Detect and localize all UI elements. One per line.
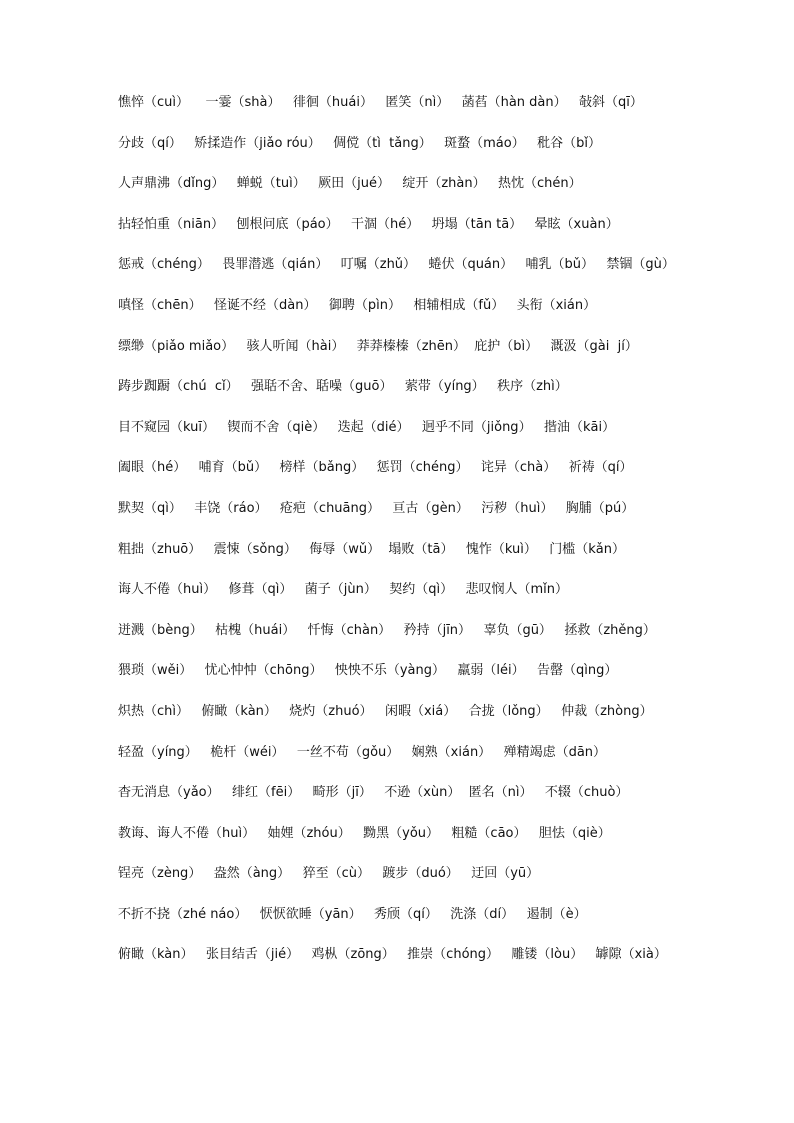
- vocab-line-11: 默契（qì） 丰饶（ráo） 疮疤（chuāng） 亘古（gèn） 污秽（huì） 胸脯（pú）: [118, 500, 635, 516]
- vocab-line-17: 轻盈（yíng） 桅杆（wéi） 一丝不苟（gǒu） 娴熟（xián） 殚精竭虑（dān）: [118, 744, 607, 760]
- vocab-line-6: 嗔怪（chēn） 怪诞不经（dàn） 御聘（pìn） 相辅相成（fǔ） 头衔（xián）: [118, 297, 597, 313]
- vocab-line-14: 迸溅（bèng） 枯槐（huái） 忏悔（chàn） 矜持（jīn） 辜负（gū） 拯救（zhěng）: [118, 622, 656, 638]
- vocab-line-22: 俯瞰（kàn） 张目结舌（jié） 鸡枞（zōng） 推崇（chóng） 雕镂（lòu） 罅隙（xià）: [118, 947, 667, 963]
- vocab-line-2: 分歧（qí） 矫揉造作（jiǎo róu） 倜傥（tì tǎng） 斑蝥（máo） 秕谷（bǐ）: [118, 135, 601, 151]
- vocab-line-19: 教诲、诲人不倦（huì） 妯娌（zhóu） 黝黑（yǒu） 粗糙（cāo） 胆怯（qiè）: [118, 825, 611, 841]
- vocab-line-4: 拈轻怕重（niān） 刨根问底（páo） 干涸（hé） 坍塌（tān tā） 晕眩（xuàn）: [118, 216, 619, 232]
- vocab-line-1: 憔悴（cuì） 一霎（shà） 徘徊（huái） 匿笑（nì） 菡萏（hàn dàn） 敧斜（qī）: [118, 95, 643, 110]
- vocab-line-7: 缥缈（piǎo miǎo） 骇人听闻（hài） 莽莽榛榛（zhēn） 庇护（bì） 溉汲（gài jí）: [118, 338, 638, 354]
- vocab-line-21: 不折不挠（zhé náo） 恹恹欲睡（yān） 秀颀（qí） 洗涤（dí） 遏制（è）: [118, 906, 587, 922]
- vocab-line-18: 杳无消息（yǎo） 绯红（fēi） 畸形（jī） 不逊（xùn） 匿名（nì） 不辍（chuò）: [118, 785, 629, 801]
- vocab-line-20: 锃亮（zèng） 盎然（àng） 猝至（cù） 踱步（duó） 迂回（yū）: [118, 866, 540, 882]
- vocabulary-list: [118, 93, 683, 986]
- vocab-line-3: 人声鼎沸（dǐng） 蝉蜕（tuì） 厥田（jué） 绽开（zhàn） 热忱（chén）: [118, 176, 582, 192]
- vocab-line-10: 阖眼（hé） 哺育（bǔ） 榜样（bǎng） 惩罚（chéng） 诧异（chà） 祈祷（qí）: [118, 460, 633, 476]
- vocab-line-9: 目不窥园（kuī） 锲而不舍（qiè） 迭起（dié） 迥乎不同（jiǒng） 揩油（kāi）: [118, 419, 616, 435]
- vocab-line-16: 炽热（chì） 俯瞰（kàn） 烧灼（zhuó） 闲暇（xiá） 合拢（lǒng） 仲裁（zhòng）: [118, 703, 653, 719]
- vocab-line-15: 猥琐（wěi） 忧心忡忡（chōng） 怏怏不乐（yàng） 羸弱（léi） 告罄（qìng）: [118, 663, 618, 679]
- vocab-line-13: 诲人不倦（huì） 修葺（qì） 菌子（jùn） 契约（qì） 悲叹悯人（mǐn）: [118, 582, 569, 598]
- vocab-line-8: 踌步踟蹰（chú cǐ） 强聒不舍、聒噪（guō） 萦带（yíng） 秩序（zhì）: [118, 379, 568, 395]
- vocab-line-12: 粗拙（zhuō） 震悚（sǒng） 侮辱（wǔ） 塌败（tā） 愧怍（kuì） 门槛（kǎn）: [118, 541, 625, 557]
- vocab-line-5: 惩戒（chéng） 畏罪潜逃（qián） 叮嘱（zhǔ） 蜷伏（quán） 哺乳（bǔ） 禁锢（gù）: [118, 257, 675, 273]
